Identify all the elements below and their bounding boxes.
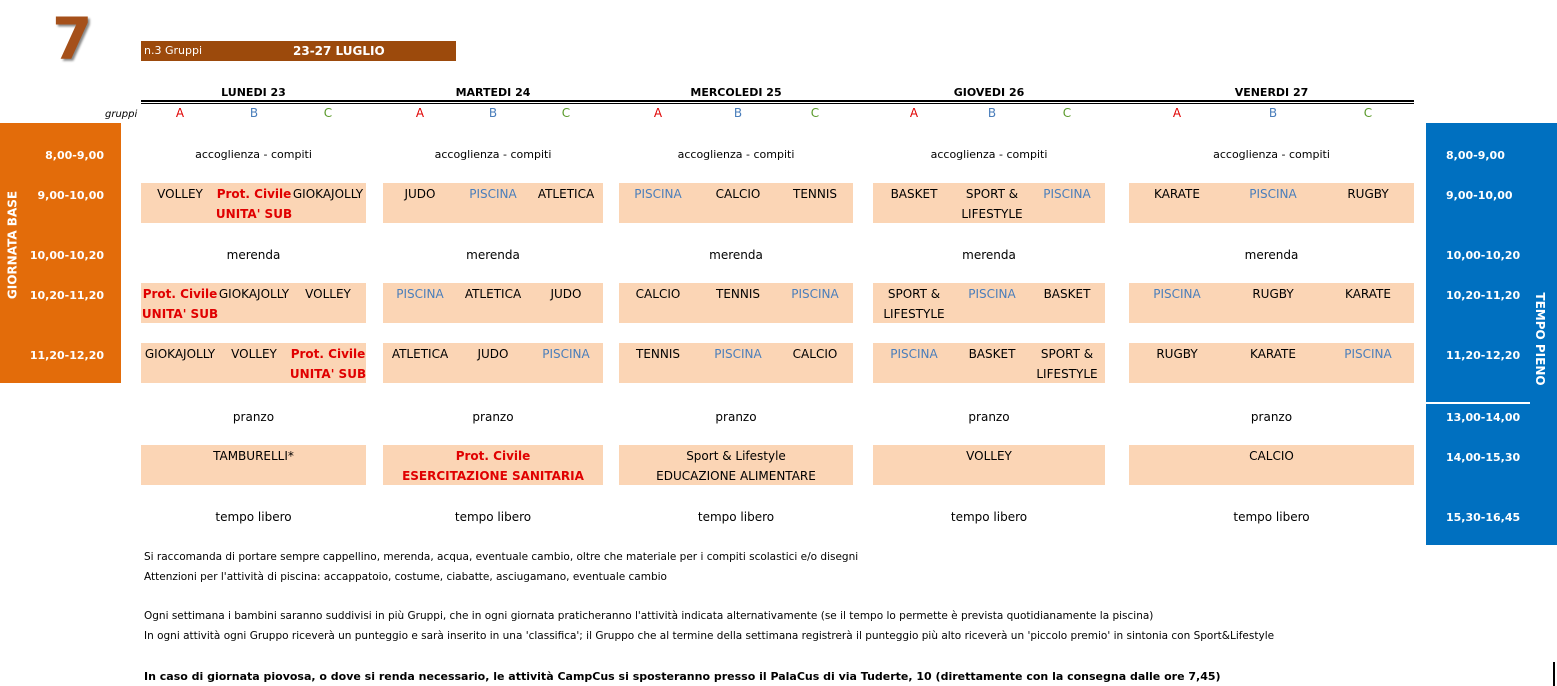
header-divider — [141, 100, 1414, 102]
afternoon-activity: ESERCITAZIONE SANITARIA — [402, 469, 584, 483]
accoglienza-text: accoglienza - compiti — [195, 148, 312, 161]
activity-text: RUGBY — [1156, 347, 1198, 361]
week-number: 7 — [52, 5, 93, 73]
activity-text: JUDO — [477, 347, 509, 361]
activity-text: PISCINA — [396, 287, 444, 301]
group-letter: C — [1062, 106, 1072, 120]
activity-text: UNITA' SUB — [141, 307, 219, 321]
giornata-base-label: GIORNATA BASE — [5, 190, 20, 300]
group-letter: A — [909, 106, 919, 120]
activity-text: GIOKAJOLLY — [144, 347, 216, 361]
tempo-libero-text: tempo libero — [1233, 510, 1310, 524]
group-letter: C — [323, 106, 333, 120]
time-right-4: 10,20-11,20 — [1446, 289, 1521, 302]
activity-text: GIOKAJOLLY — [292, 187, 364, 201]
group-letter: C — [561, 106, 571, 120]
day-header-thu: GIOVEDI 26 — [953, 86, 1025, 99]
activity-text: TENNIS — [792, 187, 838, 201]
group-letter: A — [175, 106, 185, 120]
afternoon-activity: Prot. Civile — [455, 449, 531, 463]
activity-text: KARATE — [1154, 187, 1200, 201]
activity-text: RUGBY — [1252, 287, 1294, 301]
tempo-pieno-label: TEMPO PIENO — [1533, 292, 1547, 386]
note-2: Attenzioni per l'attività di piscina: accappatoio, costume, ciabatte, asciugamano, eventuale cambio — [144, 571, 667, 583]
activity-text: ATLETICA — [464, 287, 522, 301]
day-header-tue: MARTEDI 24 — [455, 86, 531, 99]
activity-text: PISCINA — [791, 287, 839, 301]
activity-text: KARATE — [1345, 287, 1391, 301]
activity-text: RUGBY — [1347, 187, 1389, 201]
activity-text: KARATE — [1250, 347, 1296, 361]
pranzo-text: pranzo — [1250, 410, 1293, 424]
tempo-pieno-divider — [1426, 402, 1530, 404]
activity-text: JUDO — [404, 187, 436, 201]
tempo-libero-text: tempo libero — [215, 510, 292, 524]
time-left-3: 10,00-10,20 — [29, 249, 104, 262]
time-right-1: 8,00-9,00 — [1446, 149, 1505, 162]
tempo-libero-text: tempo libero — [697, 510, 775, 524]
activity-text: LIFESTYLE — [883, 307, 945, 321]
activity-text: UNITA' SUB — [289, 367, 367, 381]
gruppi-label: gruppi — [105, 109, 138, 120]
time-right-2: 9,00-10,00 — [1446, 189, 1513, 202]
tempo-libero-text: tempo libero — [454, 510, 532, 524]
day-header-fri: VENERDI 27 — [1234, 86, 1309, 99]
accoglienza-text: accoglienza - compiti — [1213, 148, 1330, 161]
group-letter: A — [1172, 106, 1182, 120]
groups-label: n.3 Gruppi — [144, 44, 203, 57]
pranzo-text: pranzo — [232, 410, 275, 424]
activity-text: Prot. Civile — [142, 287, 218, 301]
activity-text: BASKET — [968, 347, 1016, 361]
activity-text: PISCINA — [542, 347, 590, 361]
group-letter: A — [653, 106, 663, 120]
activity-text: TENNIS — [715, 287, 761, 301]
note-4: In ogni attività ogni Gruppo riceverà un punteggio e sarà inserito in una 'classifica'; il Gruppo che al termine della settimana registrerà il punteggio più alto riceverà un 'piccolo premio' in sintonia con Sport&Lifestyle — [144, 630, 1275, 642]
afternoon-activity: VOLLEY — [966, 449, 1012, 463]
day-header-mon: LUNEDI 23 — [221, 86, 286, 99]
accoglienza-text: accoglienza - compiti — [930, 148, 1048, 161]
time-right-8: 15,30-16,45 — [1446, 511, 1521, 524]
afternoon-activity: EDUCAZIONE ALIMENTARE — [656, 469, 816, 483]
pranzo-text: pranzo — [968, 410, 1010, 424]
activity-text: PISCINA — [634, 187, 682, 201]
rain-note: In caso di giornata piovosa, o dove si renda necessario, le attività CampCus si sposteranno presso il PalaCus di via Tuderte, 10 (direttamente con la consegna dalle ore 7,45) — [144, 670, 1221, 683]
afternoon-activity: TAMBURELLI* — [213, 449, 294, 463]
pranzo-text: pranzo — [715, 410, 757, 424]
day-header-wed: MERCOLEDI 25 — [690, 86, 782, 99]
accoglienza-text: accoglienza - compiti — [434, 148, 552, 161]
activity-text: PISCINA — [469, 187, 517, 201]
activity-text: PISCINA — [1153, 287, 1201, 301]
activity-text: BASKET — [1043, 287, 1091, 301]
activity-text: SPORT & — [1040, 347, 1094, 361]
merenda-text: merenda — [709, 248, 763, 262]
header-bar — [141, 41, 456, 61]
activity-text: VOLLEY — [157, 187, 203, 201]
activity-text: PISCINA — [1043, 187, 1091, 201]
week-dates: 23-27 LUGLIO — [293, 44, 385, 58]
afternoon-activity: Sport & Lifestyle — [686, 449, 786, 463]
merenda-text: merenda — [962, 248, 1016, 262]
time-right-3: 10,00-10,20 — [1446, 249, 1521, 262]
activity-text: PISCINA — [1344, 347, 1392, 361]
tempo-libero-text: tempo libero — [950, 510, 1028, 524]
time-right-5: 11,20-12,20 — [1446, 349, 1521, 362]
activity-text: SPORT & — [887, 287, 941, 301]
activity-text: CALCIO — [715, 187, 761, 201]
accoglienza-text: accoglienza - compiti — [677, 148, 795, 161]
time-left-5: 11,20-12,20 — [29, 349, 104, 362]
group-letter: B — [733, 106, 743, 120]
activity-text: BASKET — [890, 187, 938, 201]
activity-text: GIOKAJOLLY — [218, 287, 290, 301]
activity-text: CALCIO — [635, 287, 681, 301]
note-1: Si raccomanda di portare sempre cappellino, merenda, acqua, eventuale cambio, oltre che materiale per i compiti scolastici e/o disegni — [144, 551, 859, 563]
activity-text: VOLLEY — [231, 347, 277, 361]
group-letter: B — [488, 106, 498, 120]
activity-text: PISCINA — [1249, 187, 1297, 201]
activity-text: LIFESTYLE — [1036, 367, 1098, 381]
merenda-text: merenda — [466, 248, 520, 262]
edge-line — [1553, 662, 1555, 686]
activity-text: PISCINA — [968, 287, 1016, 301]
time-right-7: 14,00-15,30 — [1446, 451, 1521, 464]
activity-text: CALCIO — [792, 347, 838, 361]
group-letter: C — [810, 106, 820, 120]
pranzo-text: pranzo — [472, 410, 514, 424]
activity-text: VOLLEY — [305, 287, 351, 301]
activity-text: ATLETICA — [391, 347, 449, 361]
activity-text: UNITA' SUB — [215, 207, 293, 221]
activity-text: PISCINA — [890, 347, 938, 361]
group-letter: B — [1268, 106, 1278, 120]
group-letter: B — [987, 106, 997, 120]
activity-text: LIFESTYLE — [961, 207, 1023, 221]
activity-text: PISCINA — [714, 347, 762, 361]
activity-text: Prot. Civile — [216, 187, 292, 201]
afternoon-activity: CALCIO — [1249, 449, 1294, 463]
time-left-2: 9,00-10,00 — [37, 189, 104, 202]
activity-text: JUDO — [550, 287, 582, 301]
time-left-1: 8,00-9,00 — [45, 149, 104, 162]
header-divider-thin — [141, 103, 1414, 104]
group-letter: B — [249, 106, 259, 120]
time-right-6: 13,00-14,00 — [1446, 411, 1521, 424]
group-letter: A — [415, 106, 425, 120]
merenda-text: merenda — [1244, 248, 1299, 262]
note-3: Ogni settimana i bambini saranno suddivisi in più Gruppi, che in ogni giornata praticheranno l'attività indicata alternativamente (se il tempo lo permette è prevista quotidianamente la piscina) — [144, 610, 1154, 622]
merenda-text: merenda — [226, 248, 281, 262]
time-left-4: 10,20-11,20 — [29, 289, 104, 302]
activity-text: TENNIS — [635, 347, 681, 361]
activity-text: Prot. Civile — [290, 347, 366, 361]
activity-text: ATLETICA — [537, 187, 595, 201]
activity-text: SPORT & — [965, 187, 1019, 201]
group-letter: C — [1363, 106, 1373, 120]
